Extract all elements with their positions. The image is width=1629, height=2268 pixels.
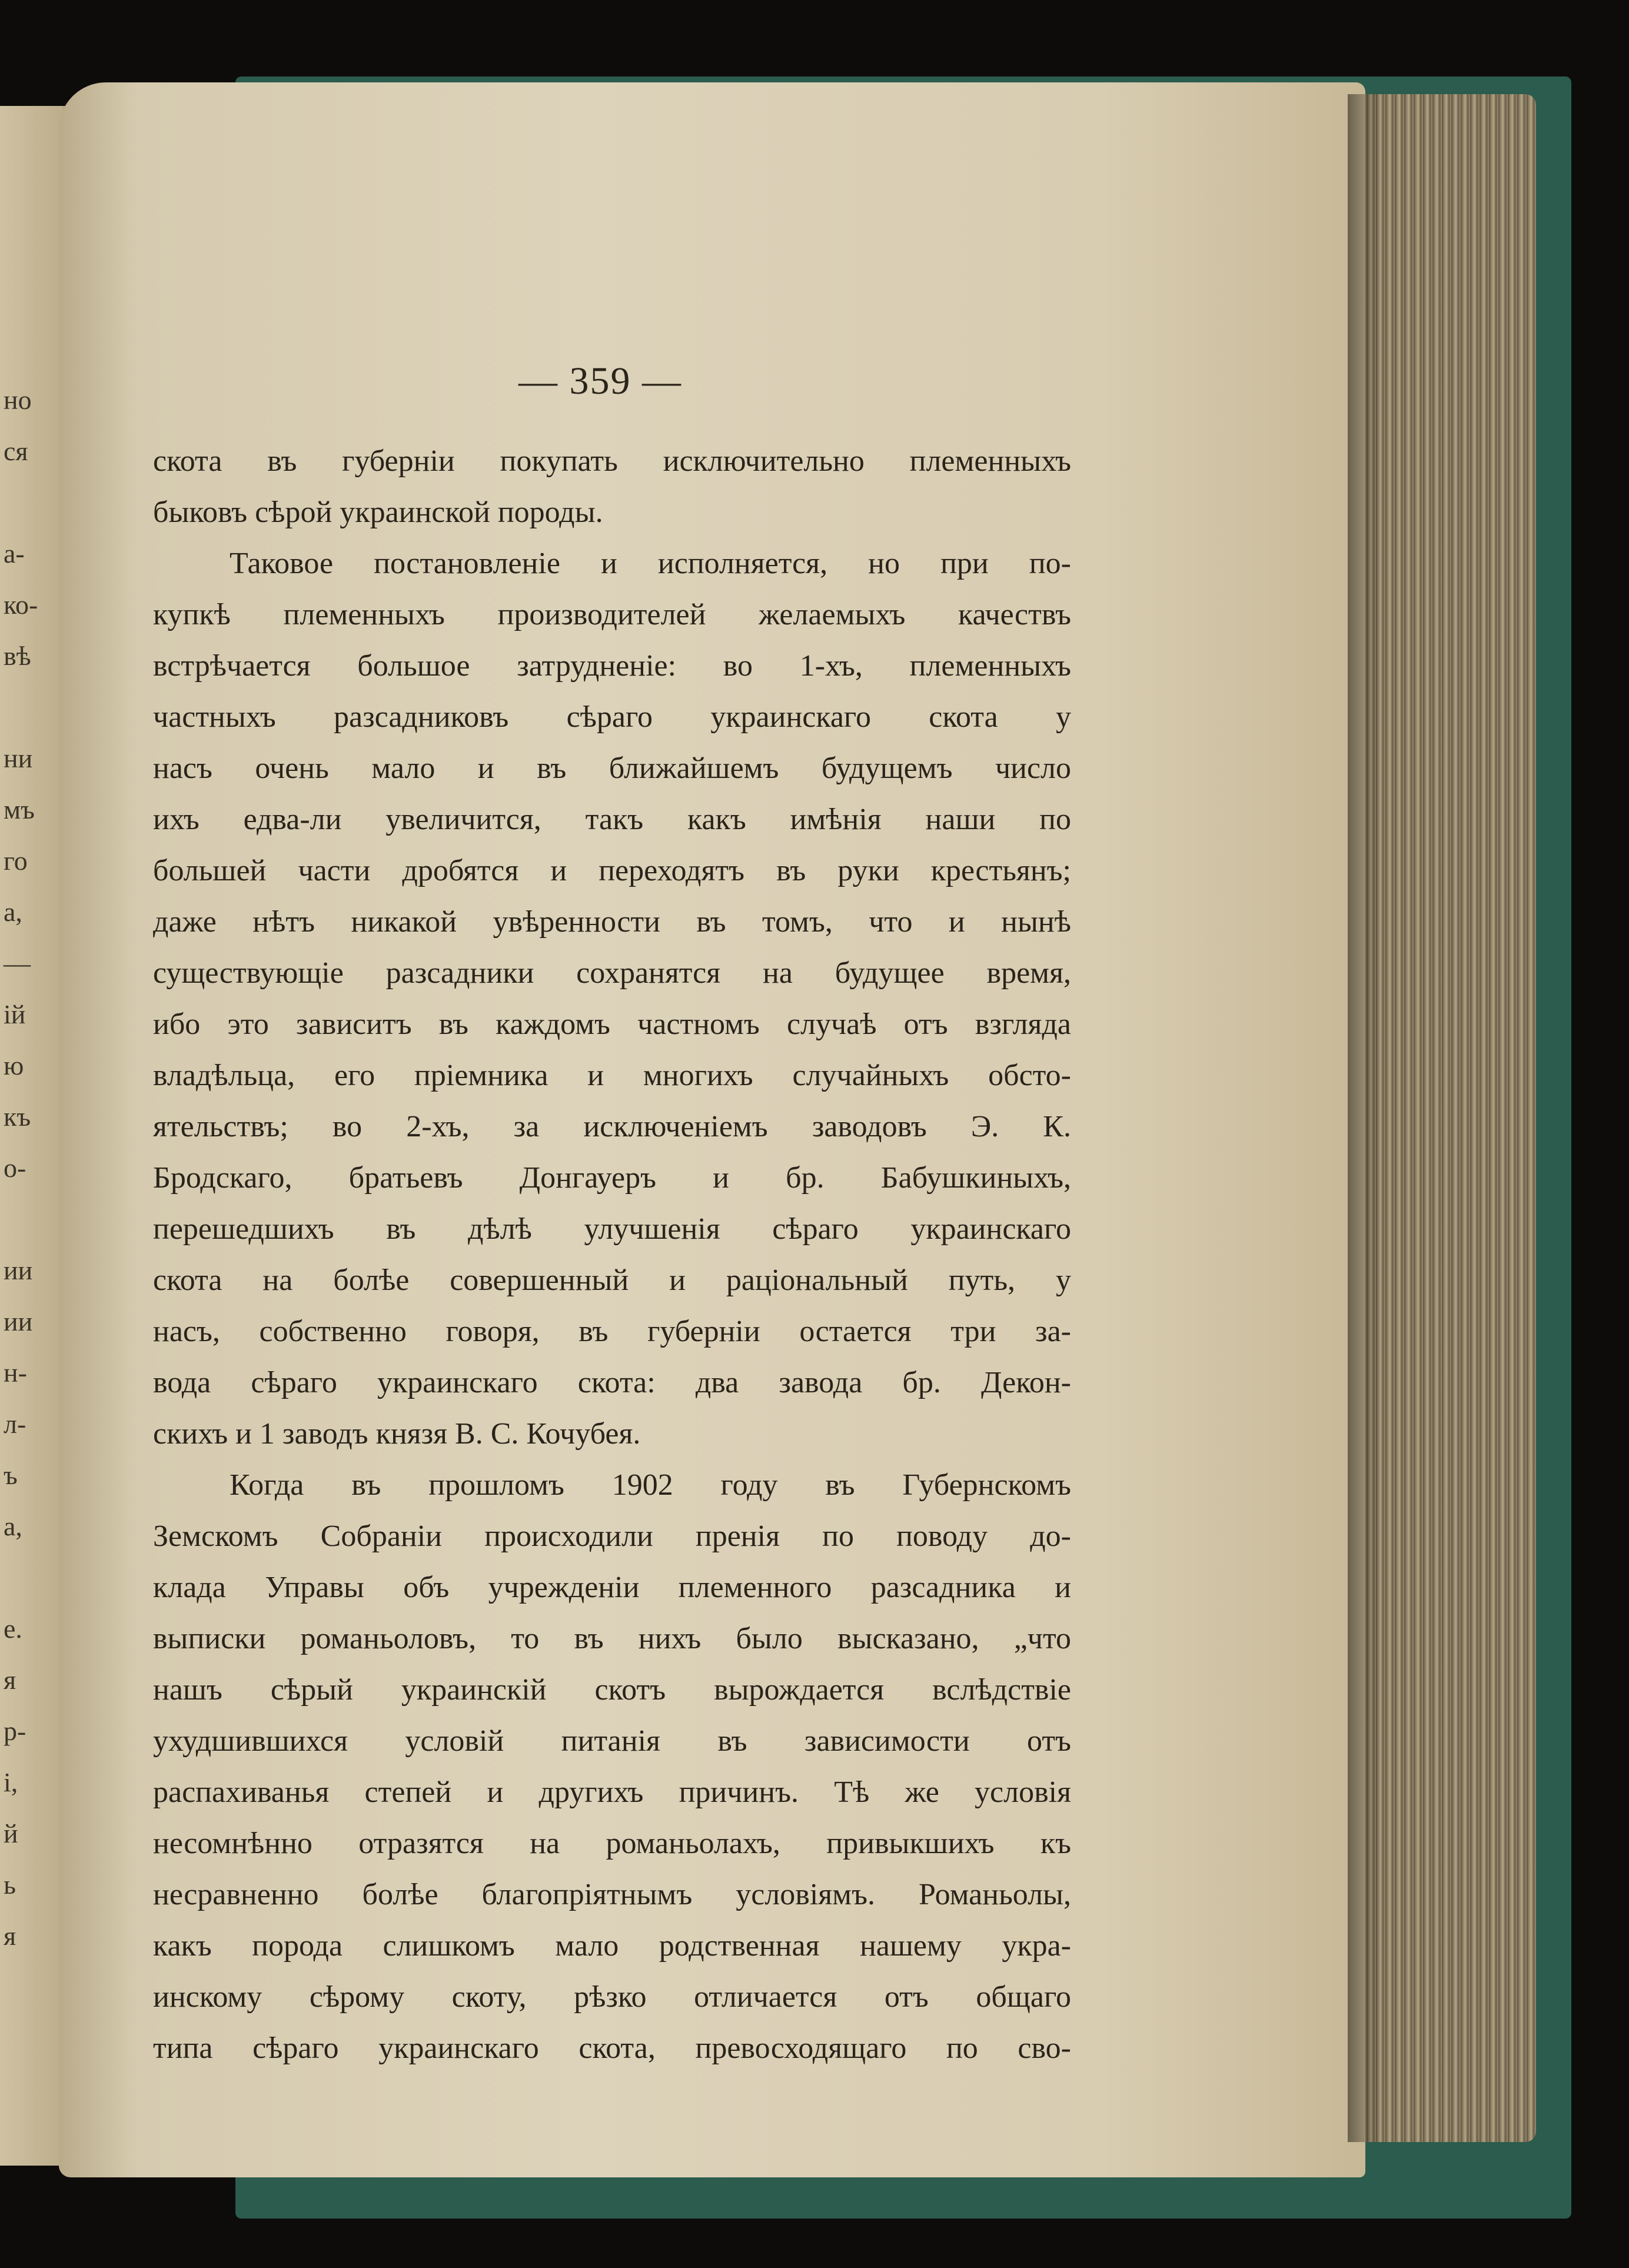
previous-page-fragment: і, — [4, 1767, 18, 1797]
text-line: купкѣ племенныхъ производителей желаемыхъ качествъ — [153, 598, 1071, 631]
previous-page-fragment: вѣ — [4, 641, 31, 671]
text-line: Таковое постановленіе и исполняется, но при по- — [230, 547, 1071, 580]
text-line: частныхъ разсадниковъ сѣраго украинскаго скота у — [153, 700, 1071, 734]
text-line: вода сѣраго украинскаго скота: два завода бр. Декон- — [153, 1366, 1071, 1399]
text-line: ибо это зависитъ въ каждомъ частномъ случаѣ отъ взгляда — [153, 1007, 1071, 1041]
previous-page-fragment: ни — [4, 743, 33, 773]
previous-page-fragment: л- — [4, 1409, 26, 1439]
text-line: насъ очень мало и въ ближайшемъ будущемъ число — [153, 751, 1071, 785]
previous-page-fragment: а, — [4, 1511, 22, 1541]
text-line: несомнѣнно отразятся на романьолахъ, привыкшихъ къ — [153, 1827, 1071, 1860]
previous-page-fragment: ии — [4, 1255, 33, 1285]
text-line: скихъ и 1 заводъ князя В. С. Кочубея. — [153, 1417, 641, 1451]
previous-page-fragment: ю — [4, 1050, 24, 1080]
previous-page-fragment: но — [4, 385, 32, 415]
previous-page-fragment: о- — [4, 1153, 26, 1183]
previous-page-fragment: къ — [4, 1102, 31, 1132]
previous-page-fragment: н- — [4, 1358, 27, 1388]
text-line: быковъ сѣрой украинской породы. — [153, 495, 603, 529]
text-line: типа сѣраго украинскаго скота, превосходящаго по сво- — [153, 2031, 1071, 2065]
previous-page-fragment: р- — [4, 1716, 26, 1746]
previous-page-fragment: ся — [4, 436, 28, 466]
previous-page-fragment: ии — [4, 1306, 33, 1336]
previous-page-fragment: я — [4, 1665, 16, 1695]
previous-page-fragment: й — [4, 1818, 18, 1848]
text-line: скота на болѣе совершенный и раціональный путь, у — [153, 1263, 1071, 1297]
previous-page-fragment: ій — [4, 999, 26, 1029]
text-line: нашъ сѣрый украинскій скотъ вырождается вслѣдствіе — [153, 1673, 1071, 1707]
previous-page-fragment: я — [4, 1921, 16, 1951]
text-line: ихъ едва-ли увеличится, такъ какъ имѣнія наши по — [153, 803, 1071, 836]
previous-page-fragment: — — [4, 948, 31, 978]
text-line: перешедшихъ въ дѣлѣ улучшенія сѣраго украинскаго — [153, 1212, 1071, 1246]
text-line: даже нѣтъ никакой увѣренности въ томъ, что и нынѣ — [153, 905, 1071, 939]
text-line: Земскомъ Собраніи происходили пренія по поводу до- — [153, 1519, 1071, 1553]
text-line: большей части дробятся и переходятъ въ руки крестьянъ; — [153, 854, 1071, 887]
previous-page-fragment: а, — [4, 897, 22, 927]
text-line: выписки романьоловъ, то въ нихъ было высказано, „что — [153, 1622, 1071, 1655]
text-line: скота въ губерніи покупать исключительно племенныхъ — [153, 444, 1071, 478]
previous-page-fragment: ъ — [4, 1460, 18, 1490]
body-text — [153, 435, 1071, 2074]
text-line: ятельствъ; во 2-хъ, за исключеніемъ заводовъ Э. К. — [153, 1110, 1071, 1143]
previous-page-fragment: мъ — [4, 794, 35, 824]
text-line: Когда въ прошломъ 1902 году въ Губернскомъ — [230, 1468, 1071, 1502]
text-line: распахиванья степей и другихъ причинъ. Тѣ же условія — [153, 1775, 1071, 1809]
gutter-shadow — [1348, 94, 1383, 2142]
text-line: владѣльца, его пріемника и многихъ случайныхъ обсто- — [153, 1059, 1071, 1092]
text-line: встрѣчается большое затрудненіе: во 1-хъ, племенныхъ — [153, 649, 1071, 683]
text-line: клада Управы объ учрежденіи племенного разсадника и — [153, 1571, 1071, 1604]
book-page — [59, 82, 1365, 2177]
previous-page-fragment: ь — [4, 1870, 16, 1900]
text-line: насъ, собственно говоря, въ губерніи остается три за- — [153, 1315, 1071, 1348]
text-line: существующіе разсадники сохранятся на будущее время, — [153, 956, 1071, 990]
previous-page-fragment: а- — [4, 538, 25, 568]
text-line: несравненно болѣе благопріятнымъ условіямъ. Романьолы, — [153, 1878, 1071, 1911]
text-line: инскому сѣрому скоту, рѣзко отличается отъ общаго — [153, 1980, 1071, 2014]
page-number: — 359 — — [518, 360, 682, 403]
text-line: Бродскаго, братьевъ Донгауеръ и бр. Бабушкиныхъ, — [153, 1161, 1071, 1195]
previous-page-fragment: е. — [4, 1614, 22, 1644]
text-line: какъ порода слишкомъ мало родственная нашему укра- — [153, 1929, 1071, 1963]
text-line: ухудшившихся условій питанія въ зависимости отъ — [153, 1724, 1071, 1758]
previous-page-fragment: ко- — [4, 590, 38, 620]
previous-page-fragment: го — [4, 846, 28, 876]
